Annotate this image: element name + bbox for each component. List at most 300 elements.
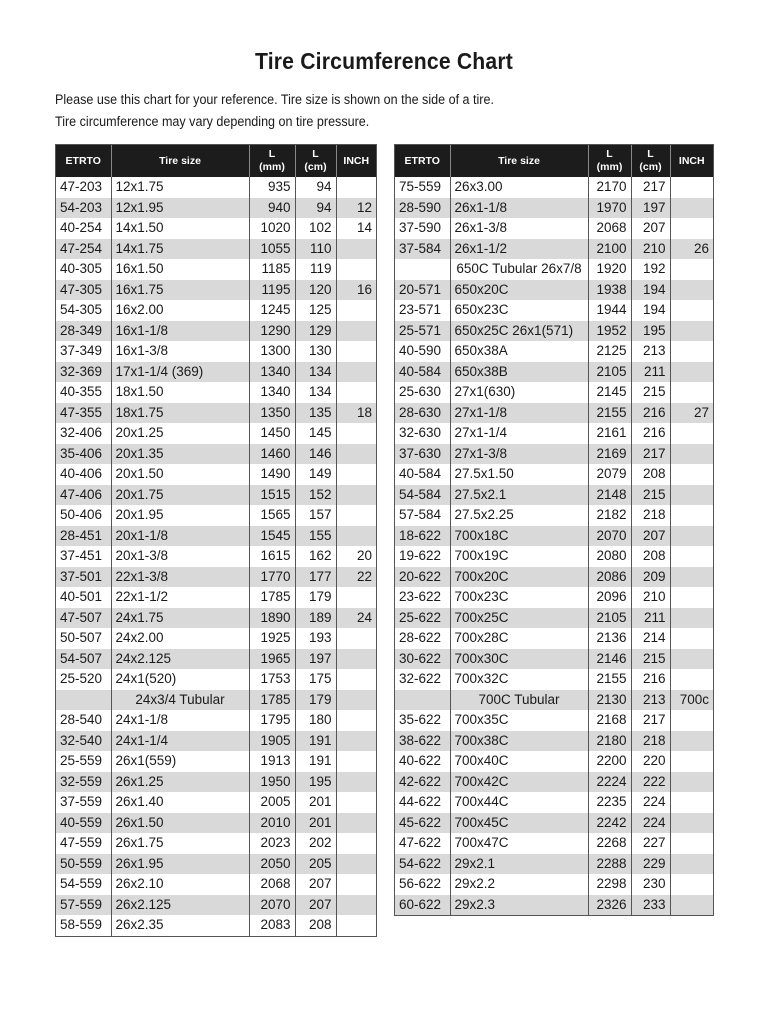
table-row	[56, 505, 376, 526]
tire-size-cell: 700x20C	[450, 567, 588, 588]
inch-cell: 14	[336, 218, 376, 239]
table-row	[395, 362, 713, 383]
length-mm-cell: 2161	[588, 423, 631, 444]
length-cm-cell: 201	[295, 792, 336, 813]
length-cm-cell: 130	[295, 341, 336, 362]
length-cm-cell: 191	[295, 751, 336, 772]
table-row	[56, 772, 376, 793]
length-mm-cell: 1185	[249, 259, 295, 280]
right-table-body	[395, 177, 713, 915]
length-cm-cell: 192	[631, 259, 670, 280]
table-row	[395, 854, 713, 875]
etrto-cell: 20-622	[395, 567, 450, 588]
tire-size-cell: 700x23C	[450, 587, 588, 608]
table-row	[395, 792, 713, 813]
table-row	[395, 772, 713, 793]
length-mm-cell: 2068	[249, 874, 295, 895]
table-row	[395, 505, 713, 526]
etrto-cell: 37-590	[399, 220, 442, 236]
right-tire-table	[395, 145, 713, 915]
length-cm-cell: 224	[631, 792, 670, 813]
tire-size-cell: 650x23C	[450, 300, 588, 321]
etrto-cell: 32-559	[56, 772, 111, 793]
tire-size-cell: 14x1.75	[111, 239, 249, 260]
length-mm-cell: 1460	[249, 444, 295, 465]
table-row	[395, 218, 713, 239]
inch-cell	[336, 321, 376, 342]
tire-size-cell: 650x25C 26x1(571)	[450, 321, 588, 342]
tire-size-cell: 650x38B	[450, 362, 588, 383]
length-mm-cell: 1938	[588, 280, 631, 301]
length-cm-cell: 94	[295, 198, 336, 219]
table-row	[56, 690, 376, 711]
length-mm-cell: 2125	[588, 341, 631, 362]
length-cm-cell: 145	[295, 423, 336, 444]
inch-cell	[336, 895, 376, 916]
length-mm-cell: 940	[249, 198, 295, 219]
length-cm-cell: 213	[631, 341, 670, 362]
tire-size-cell: 26x1-1/2	[450, 239, 588, 260]
length-mm-cell: 1515	[249, 485, 295, 506]
length-cm-cell: 222	[631, 772, 670, 793]
inch-cell	[670, 444, 713, 465]
inch-cell	[670, 464, 713, 485]
table-row	[56, 915, 376, 936]
inch-cell	[670, 628, 713, 649]
table-row	[56, 587, 376, 608]
length-cm-cell: 207	[631, 526, 670, 547]
length-cm-cell: 209	[631, 567, 670, 588]
table-row	[56, 649, 376, 670]
length-mm-header: L (mm)	[588, 145, 631, 177]
left-table-frame	[55, 144, 377, 937]
table-row	[56, 792, 376, 813]
length-cm-cell: 134	[295, 382, 336, 403]
tire-size-cell: 16x2.00	[111, 300, 249, 321]
table-row	[56, 259, 376, 280]
table-row	[56, 239, 376, 260]
length-cm-cell: 215	[631, 485, 670, 506]
etrto-cell: 40-622	[399, 753, 442, 769]
table-row	[395, 608, 713, 629]
length-cm-cell: 102	[295, 218, 336, 239]
etrto-cell: 23-571	[399, 302, 442, 318]
length-mm-cell: 2096	[588, 587, 631, 608]
page-title: Tire Circumference Chart	[254, 48, 514, 74]
tire-size-cell: 27.5x2.25	[450, 505, 588, 526]
inch-cell	[336, 444, 376, 465]
inch-cell	[336, 485, 376, 506]
length-mm-cell: 1785	[249, 587, 295, 608]
length-cm-cell: 152	[295, 485, 336, 506]
length-mm-cell: 2100	[588, 239, 631, 260]
etrto-cell: 54-584	[395, 485, 450, 506]
etrto-cell: 50-559	[56, 854, 111, 875]
inch-cell	[670, 382, 713, 403]
tire-size-header: Tire size	[111, 145, 249, 177]
table-row	[56, 813, 376, 834]
tire-size-cell: 20x1-1/8	[111, 526, 249, 547]
tire-size-cell: 24x1(520)	[111, 669, 249, 690]
table-row	[56, 382, 376, 403]
table-row	[395, 382, 713, 403]
etrto-cell: 54-305	[60, 302, 103, 318]
tire-size-cell: 24x1-1/8	[111, 710, 249, 731]
etrto-cell: 19-622	[399, 548, 442, 564]
tire-size-cell: 27x1-1/4	[450, 423, 588, 444]
etrto-cell: 40-406	[60, 466, 103, 482]
length-mm-cell: 2155	[588, 669, 631, 690]
length-mm-cell: 2145	[588, 382, 631, 403]
length-mm-cell: 2070	[588, 526, 631, 547]
length-mm-cell: 2235	[588, 792, 631, 813]
length-mm-cell: 1615	[249, 546, 295, 567]
table-row	[56, 669, 376, 690]
tire-size-cell: 22x1-1/2	[111, 587, 249, 608]
tire-size-cell: 26x3.00	[450, 177, 588, 198]
table-row	[56, 362, 376, 383]
tire-size-cell: 27x1-3/8	[450, 444, 588, 465]
length-cm-cell: 215	[631, 649, 670, 670]
length-mm-cell: 1970	[588, 198, 631, 219]
length-cm-cell: 210	[631, 587, 670, 608]
intro-line: Tire circumference may vary depending on tire pressure.	[55, 114, 370, 129]
table-row	[56, 526, 376, 547]
etrto-cell: 47-622	[399, 835, 442, 851]
tire-size-cell: 650x38A	[450, 341, 588, 362]
etrto-cell: 42-622	[395, 772, 450, 793]
length-mm-cell: 1350	[249, 403, 295, 424]
length-mm-cell: 2105	[588, 362, 631, 383]
length-mm-cell: 2086	[588, 567, 631, 588]
length-cm-cell: 233	[631, 895, 670, 916]
table-row	[395, 259, 713, 280]
table-row	[56, 177, 376, 198]
inch-cell	[336, 382, 376, 403]
etrto-cell: 32-630	[399, 425, 442, 441]
inch-cell	[670, 772, 713, 793]
length-mm-cell: 1340	[249, 382, 295, 403]
length-cm-cell: 146	[295, 444, 336, 465]
etrto-cell: 35-622	[399, 712, 442, 728]
length-cm-cell: 208	[631, 464, 670, 485]
length-cm-cell: 207	[295, 874, 336, 895]
inch-cell: 700c	[670, 690, 713, 711]
etrto-cell: 45-622	[395, 813, 450, 834]
inch-cell: 27	[670, 403, 713, 424]
table-row	[395, 813, 713, 834]
etrto-cell: 28-630	[395, 403, 450, 424]
table-row	[56, 485, 376, 506]
table-row	[56, 567, 376, 588]
etrto-cell: 40-584	[399, 466, 442, 482]
inch-cell	[670, 710, 713, 731]
length-mm-cell: 1055	[249, 239, 295, 260]
tire-size-cell: 24x2.125	[111, 649, 249, 670]
tire-size-cell: 26x1.40	[111, 792, 249, 813]
tire-size-cell: 29x2.2	[450, 874, 588, 895]
tire-size-cell: 18x1.75	[111, 403, 249, 424]
right-table-frame	[394, 144, 714, 916]
length-mm-cell: 2136	[588, 628, 631, 649]
inch-cell	[670, 649, 713, 670]
table-row	[395, 710, 713, 731]
table-row	[395, 731, 713, 752]
length-cm-cell: 208	[631, 546, 670, 567]
table-row	[56, 608, 376, 629]
length-mm-cell: 2180	[588, 731, 631, 752]
etrto-cell: 60-622	[395, 895, 450, 916]
etrto-cell: 32-369	[56, 362, 111, 383]
length-cm-cell: 179	[295, 587, 336, 608]
etrto-cell: 40-590	[399, 343, 442, 359]
length-mm-cell: 1890	[249, 608, 295, 629]
tire-size-cell: 12x1.95	[111, 198, 249, 219]
tire-size-cell: 26x1.95	[111, 854, 249, 875]
inch-cell	[670, 813, 713, 834]
length-cm-cell: 216	[631, 423, 670, 444]
inch-cell	[670, 546, 713, 567]
etrto-cell: 37-630	[395, 444, 450, 465]
inch-cell	[670, 567, 713, 588]
length-mm-cell: 1290	[249, 321, 295, 342]
table-row	[56, 874, 376, 895]
tire-size-cell: 27.5x2.1	[450, 485, 588, 506]
etrto-cell: 28-451	[56, 526, 111, 547]
inch-cell	[670, 751, 713, 772]
table-header-row	[395, 145, 713, 177]
tire-size-cell: 16x1.50	[111, 259, 249, 280]
length-mm-cell: 1785	[249, 690, 295, 711]
inch-cell	[336, 587, 376, 608]
table-header-row	[56, 145, 376, 177]
etrto-cell: 57-584	[399, 507, 442, 523]
tire-size-cell: 700x38C	[450, 731, 588, 752]
tire-size-cell: 14x1.50	[111, 218, 249, 239]
inch-cell: 22	[336, 567, 376, 588]
length-mm-cell: 1245	[249, 300, 295, 321]
length-cm-cell: 193	[295, 628, 336, 649]
length-cm-cell: 110	[295, 239, 336, 260]
etrto-cell: 47-406	[56, 485, 111, 506]
inch-cell	[670, 280, 713, 301]
tire-size-cell: 700x35C	[450, 710, 588, 731]
inch-cell	[336, 464, 376, 485]
tire-size-cell: 700x40C	[450, 751, 588, 772]
table-row	[395, 546, 713, 567]
tire-size-cell: 700x32C	[450, 669, 588, 690]
etrto-cell: 25-630	[399, 384, 442, 400]
etrto-cell: 32-406	[60, 425, 103, 441]
inch-cell	[670, 300, 713, 321]
table-row	[56, 731, 376, 752]
etrto-cell	[395, 259, 450, 280]
length-cm-cell: 216	[631, 403, 670, 424]
tire-size-cell: 700x18C	[450, 526, 588, 547]
length-cm-cell: 230	[631, 874, 670, 895]
tire-size-cell: 29x2.1	[450, 854, 588, 875]
length-mm-cell: 2068	[588, 218, 631, 239]
tire-size-cell: 18x1.50	[111, 382, 249, 403]
table-row	[56, 423, 376, 444]
length-cm-cell: 201	[295, 813, 336, 834]
length-cm-cell: 135	[295, 403, 336, 424]
table-row	[56, 321, 376, 342]
length-cm-cell: 125	[295, 300, 336, 321]
inch-cell: 20	[336, 546, 376, 567]
tire-size-cell: 16x1-3/8	[111, 341, 249, 362]
table-row	[395, 874, 713, 895]
etrto-cell: 40-355	[60, 384, 103, 400]
length-mm-cell: 2169	[588, 444, 631, 465]
inch-cell	[670, 608, 713, 629]
inch-cell	[670, 198, 713, 219]
inch-cell	[670, 341, 713, 362]
table-row	[395, 341, 713, 362]
table-row	[56, 546, 376, 567]
etrto-cell: 54-507	[56, 649, 111, 670]
table-row	[56, 444, 376, 465]
inch-cell	[336, 813, 376, 834]
length-mm-cell: 1340	[249, 362, 295, 383]
etrto-cell: 28-349	[56, 321, 111, 342]
tire-size-cell: 27.5x1.50	[450, 464, 588, 485]
length-mm-cell: 1020	[249, 218, 295, 239]
table-row	[395, 649, 713, 670]
length-mm-cell: 2023	[249, 833, 295, 854]
length-mm-cell: 1944	[588, 300, 631, 321]
table-row	[395, 280, 713, 301]
length-cm-cell: 175	[295, 669, 336, 690]
inch-cell	[670, 362, 713, 383]
etrto-cell: 54-622	[395, 854, 450, 875]
etrto-cell	[395, 690, 450, 711]
tire-size-cell: 20x1.35	[111, 444, 249, 465]
length-mm-cell: 2148	[588, 485, 631, 506]
inch-cell	[336, 526, 376, 547]
etrto-cell: 44-622	[399, 794, 442, 810]
length-cm-cell: 202	[295, 833, 336, 854]
table-row	[395, 833, 713, 854]
length-mm-cell: 1913	[249, 751, 295, 772]
etrto-cell: 47-355	[56, 403, 111, 424]
length-cm-cell: 180	[295, 710, 336, 731]
inch-cell	[670, 423, 713, 444]
length-mm-cell: 2170	[588, 177, 631, 198]
length-mm-cell: 2155	[588, 403, 631, 424]
inch-cell	[336, 690, 376, 711]
etrto-cell: 25-571	[395, 321, 450, 342]
etrto-header: ETRTO	[56, 145, 111, 177]
table-row	[395, 444, 713, 465]
tire-size-cell: 700x42C	[450, 772, 588, 793]
length-mm-cell: 2130	[588, 690, 631, 711]
tire-size-cell: 700x19C	[450, 546, 588, 567]
tire-size-cell: 26x2.10	[111, 874, 249, 895]
table-row	[395, 464, 713, 485]
length-cm-cell: 194	[631, 300, 670, 321]
etrto-cell: 37-349	[60, 343, 103, 359]
table-row	[395, 239, 713, 260]
length-cm-cell: 195	[631, 321, 670, 342]
length-mm-cell: 1920	[588, 259, 631, 280]
tire-size-cell: 24x3/4 Tubular	[111, 690, 249, 711]
tire-size-header: Tire size	[450, 145, 588, 177]
length-cm-cell: 134	[295, 362, 336, 383]
inch-cell	[670, 259, 713, 280]
inch-cell	[336, 772, 376, 793]
left-tire-table	[56, 145, 376, 936]
etrto-cell: 47-507	[56, 608, 111, 629]
table-row	[56, 710, 376, 731]
etrto-cell	[56, 690, 111, 711]
etrto-cell: 40-501	[60, 589, 103, 605]
tire-size-cell: 16x1-1/8	[111, 321, 249, 342]
length-mm-cell: 2326	[588, 895, 631, 916]
length-cm-cell: 120	[295, 280, 336, 301]
length-cm-cell: 197	[631, 198, 670, 219]
tire-size-cell: 700x44C	[450, 792, 588, 813]
table-row	[56, 895, 376, 916]
tire-size-cell: 700x25C	[450, 608, 588, 629]
tire-size-cell: 26x2.125	[111, 895, 249, 916]
table-row	[56, 198, 376, 219]
tire-size-cell: 700x45C	[450, 813, 588, 834]
etrto-cell: 50-406	[60, 507, 103, 523]
etrto-cell: 28-590	[395, 198, 450, 219]
length-cm-cell: 217	[631, 444, 670, 465]
table-row	[395, 423, 713, 444]
inch-cell: 12	[336, 198, 376, 219]
length-cm-cell: 162	[295, 546, 336, 567]
inch-cell	[336, 423, 376, 444]
inch-cell	[670, 895, 713, 916]
length-cm-cell: 129	[295, 321, 336, 342]
inch-cell	[336, 628, 376, 649]
tire-size-cell: 26x1.50	[111, 813, 249, 834]
etrto-cell: 32-622	[399, 671, 442, 687]
tire-size-cell: 26x1-3/8	[450, 218, 588, 239]
length-mm-cell: 1195	[249, 280, 295, 301]
length-mm-cell: 1795	[249, 710, 295, 731]
length-cm-cell: 227	[631, 833, 670, 854]
etrto-cell: 40-254	[60, 220, 103, 236]
inch-cell: 18	[336, 403, 376, 424]
table-row	[56, 300, 376, 321]
inch-cell	[670, 874, 713, 895]
tire-size-cell: 700x47C	[450, 833, 588, 854]
table-row	[395, 485, 713, 506]
table-row	[395, 669, 713, 690]
tire-size-cell: 26x2.35	[111, 915, 249, 936]
length-cm-cell: 179	[295, 690, 336, 711]
table-row	[56, 403, 376, 424]
inch-cell	[336, 177, 376, 198]
tire-size-cell: 26x1-1/8	[450, 198, 588, 219]
length-cm-cell: 229	[631, 854, 670, 875]
etrto-cell: 50-507	[60, 630, 103, 646]
table-row	[395, 300, 713, 321]
inch-cell	[670, 526, 713, 547]
table-row	[395, 177, 713, 198]
table-row	[56, 280, 376, 301]
inch-cell	[336, 505, 376, 526]
etrto-header: ETRTO	[395, 145, 450, 177]
etrto-cell: 56-622	[399, 876, 442, 892]
length-cm-cell: 207	[631, 218, 670, 239]
tire-size-cell: 24x1-1/4	[111, 731, 249, 752]
inch-cell: 26	[670, 239, 713, 260]
